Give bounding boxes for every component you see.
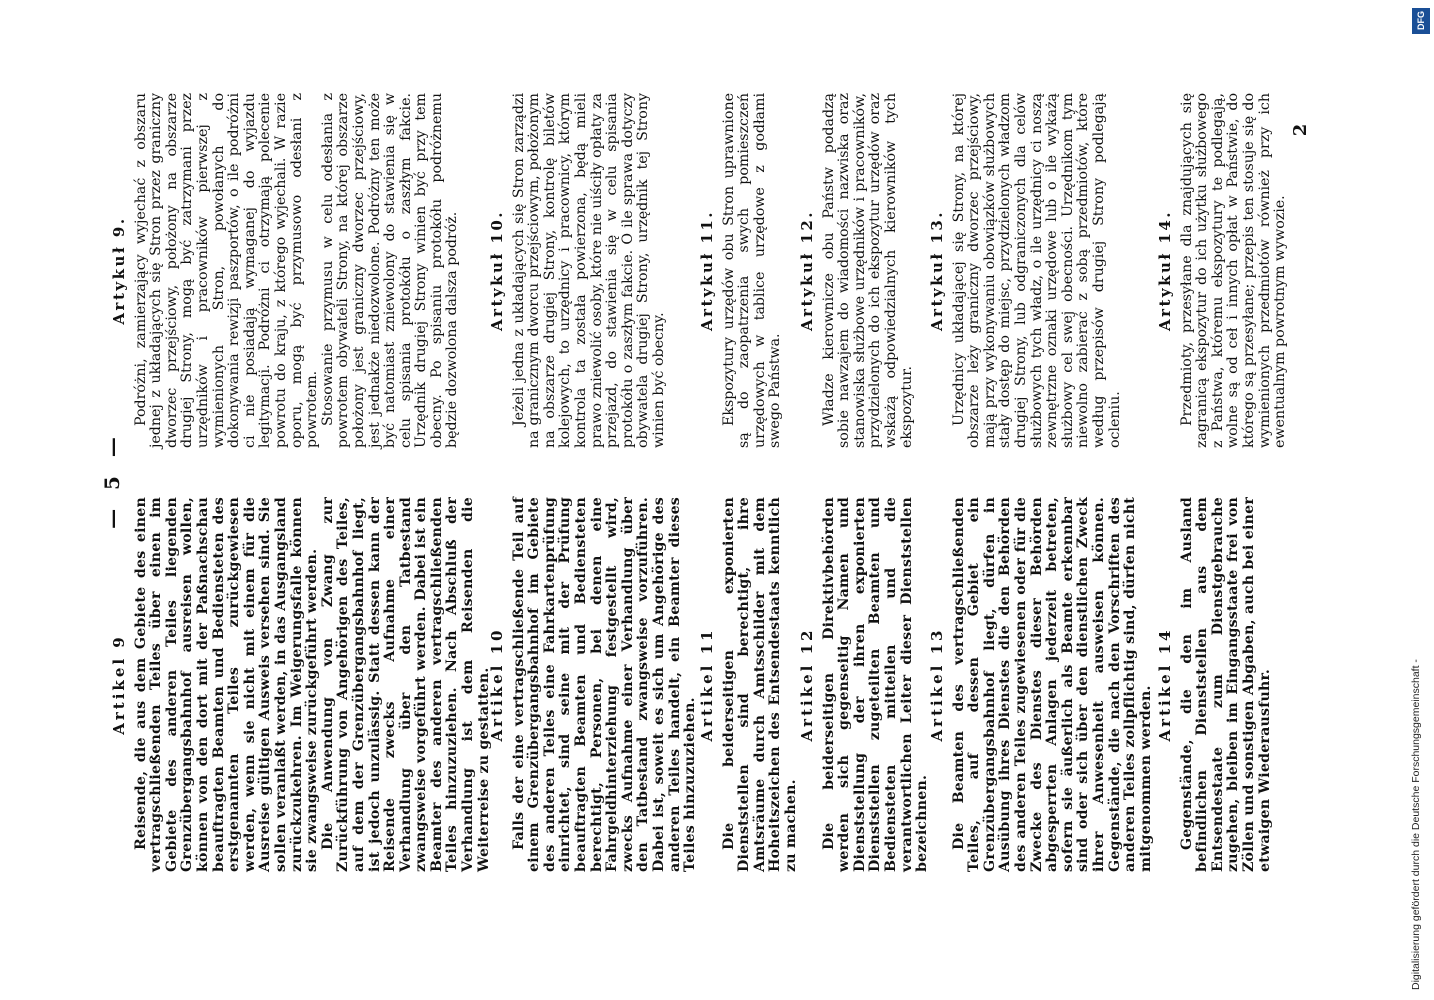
german-article-12 (800, 497, 931, 872)
article-heading: Artykuł 14. (1156, 209, 1174, 332)
article-paragraph: Reisende, die aus dem Gebiete des einen vertragschließenden Teiles über einen im Gebiete des anderen Teiles liegenden Grenzübergangsbahnhof ausreisen wollen, können von den dort mit der Paßnachschau beauftragten Beamten und Bediensteten des erstgenannten Teiles zurückgewiesen werden, wenn sie nicht mit einem für die Ausreise gültigen Ausweis versehen sind. Sie sollen veranlaßt werden, in das Ausgangsland zurückzukehren. Im Weigerungsfalle können sie zwangsweise zurückgeführt werden. (132, 497, 321, 872)
polish-article-11 (700, 93, 784, 448)
article-heading: Artikel 10 (488, 627, 506, 742)
german-article-13 (930, 497, 1154, 872)
article-heading: Artikel 13 (928, 627, 946, 742)
article-paragraph: Die beiderseitigen Direktivbehörden werden sich gegenseitig Namen und Dienststellung der ihren exponierten Dienststellen zugeteilten Beamten und Bediensteten mitteilen und die verantwortlichen Leiter dieser Dienststellen bezeichnen. (820, 497, 931, 872)
article-heading: Artikel 14 (1156, 627, 1174, 742)
article-paragraph: Jeżeli jedna z układających się Stron zarządzi na granicznym dworcu przejściowym, położonym na obszarze drugiej Strony, kontrolę biletów kolejowych, to urzędnicy i pracownicy, którym kontrola ta została powierzona, będą mieli prawo zniewolić osoby, które nie uiściły opłaty za przejazd, do stawienia się w celu spisania protokółu o zaszłym fakcie. O ile sprawa dotyczy obywatela drugiej Strony, urzędnik tej Strony winien być obecny. (510, 93, 667, 448)
article-heading: Artykuł 12. (798, 209, 816, 332)
article-heading: Artikel 12 (798, 627, 816, 742)
article-paragraph: Władze kierownicze obu Państw podadzą sobie nawzajem do wiadomości nazwiska oraz stanowiska służbowe urzędników i pracowników, przydzielonych do ich ekspozytur urzędów oraz wskażą odpowiedzialnych kierowników tych ekspozytur. (820, 93, 915, 448)
article-paragraph: Die Anwendung von Zwang zur Zurückführung von Angehörigen des Teiles, auf dem der Grenzübergangsbahnhof liegt, ist jedoch unzulässig. Statt dessen kann der Reisende zwecks Aufnahme einer Verhandlung über den Tatbestand zwangsweise vorgeführt werden. Dabei ist ein Beamter des anderen vertragschließenden Teiles hinzuzuziehen. Nach Abschluß der Verhandlung ist dem Reisenden die Weiterreise zu gestatten. (319, 497, 492, 872)
article-paragraph: Falls der eine vertragschließende Teil auf einem Grenzübergangsbahnhof im Gebiete des anderen Teiles eine Fahrkartenprüfung einrichtet, sind seine mit der Prüfung beauftragten Beamten und Bediensteten berechtigt, Personen, bei denen eine Fahrgeldhinterziehung festgestellt wird, zwecks Aufnahme einer Verhandlung über den Tatbestand zwangsweise vorzuführen. Dabei ist, soweit es sich um Angehörige des anderen Teiles handelt, ein Beamter dieses Teiles hinzuzuziehen. (510, 497, 699, 872)
german-article-14 (1158, 497, 1273, 872)
polish-article-12 (800, 93, 915, 448)
polish-article-14 (1158, 93, 1289, 448)
article-heading: Artykuł 11. (698, 209, 716, 332)
page-number: 2 (1290, 123, 1311, 137)
article-heading: Artykuł 9. (110, 216, 128, 325)
digitization-credit: Digitalisierung gefördert durch die Deutsche Forschungsgemeinschaft - (1410, 659, 1422, 990)
polish-article-10 (490, 93, 668, 448)
article-heading: Artikel 11 (698, 627, 716, 742)
article-paragraph: Przedmioty, przesyłane dla znajdujących się zagranicą ekspozytur do ich użytku służbowego z Państwa, któremu ekspozytury te podlegają, wolne są od ceł i innych opłat w Państwie, do którego są przesyłane; przepis ten stosuje się do wymienionych przedmiotów również przy ich ewentualnym powrotnym wywozie. (1178, 93, 1289, 448)
article-paragraph: Stosowanie przymusu w celu odesłania z powrotem obywateli Strony, na której obszarze położony jest graniczny dworzec przejściowy, jest jednakże niedozwolone. Podróżny ten może być natomiast zniewolony do stawienia się w celu spisania protokółu o zaszłym fakcie. Urzędnik drugiej Strony winien być przy tem obecny. Po spisaniu protokółu podróżnemu będzie dozwolona dalsza podróż. (319, 93, 461, 448)
article-paragraph: Die beiderseitigen exponierten Dienststellen sind berechtigt, ihre Amtsräume durch Amtsschilder mit dem Hoheitszeichen des Entsendestaats kenntlich zu machen. (720, 497, 799, 872)
german-article-11 (700, 497, 800, 872)
article-heading: Artikel 9 (110, 634, 128, 735)
article-paragraph: Gegenstände, die den im Ausland befindlichen Dienststellen aus dem Entsendestaate zum Dienstgebrauche zugehen, bleiben im Eingangsstaate frei von Zöllen und sonstigen Abgaben, auch bei einer etwaigen Wiederausfuhr. (1178, 497, 1273, 872)
german-article-9 (112, 497, 492, 872)
article-heading: Artykuł 10. (488, 209, 506, 332)
article-paragraph: Die Beamten des vertragschließenden Teiles, auf dessen Gebiet ein Grenzübergangsbahnhof liegt, dürfen in Ausübung ihres Dienstes die den Behörden des anderen Teiles zugewiesenen oder für die Zwecke des Dienstes dieser Behörden abgesperrten Anlagen jederzeit betreten, sofern sie äußerlich als Beamte erkennbar sind oder sich über den dienstlichen Zweck ihrer Anwesenheit ausweisen können. Gegenstände, die nach den Vorschriften des anderen Teiles zollpflichtig sind, dürfen nicht mitgenommen werden. (950, 497, 1154, 872)
german-article-10 (490, 497, 699, 872)
article-paragraph: Urzędnicy układającej się Strony, na której obszarze leży graniczny dworzec przejściowy, mają przy wykonywaniu obowiązków służbowych stały dostęp do miejsc, przydzielonych władzom drugiej Strony, lub odgraniczonych dla celów służbowych tych władz, o ile urzędnicy ci noszą zewnętrzne oznaki urzędowe lub o ile wykażą służbowy cel swej obecności. Urzędnikom tym niewolno zabierać z sobą przedmiotów, które według przepisów drugiej Strony podlegają ocleniu. (950, 93, 1123, 448)
polish-article-13 (930, 93, 1123, 448)
polish-article-9 (112, 93, 461, 448)
article-paragraph: Ekspozytury urzędów obu Stron uprawnione są do zaopatrzenia swych pomieszczeń urzędowych w tablice urzędowe z godłami swego Państwa. (720, 93, 784, 448)
dfg-logo: DFG (1412, 8, 1430, 34)
page-folio: — 5 — (100, 431, 124, 529)
article-paragraph: Podróżni, zamierzający wyjechać z obszaru jednej z układających się Stron przez graniczny dworzec przejściowy, położony na obszarze drugiej Strony, mogą być zatrzymani przez urzędników i pracowników pierwszej z wymienionych Stron, powołanych do dokonywania rewizji paszportów, o ile podróżni ci nie posiadają wymaganej do wyjazdu legitymacji. Podróżni ci otrzymają polecenie powrotu do kraju, z którego wyjechali. W razie oporu, mogą być przymusowo odesłani z powrotem. (132, 93, 321, 448)
article-heading: Artykuł 13. (928, 209, 946, 332)
